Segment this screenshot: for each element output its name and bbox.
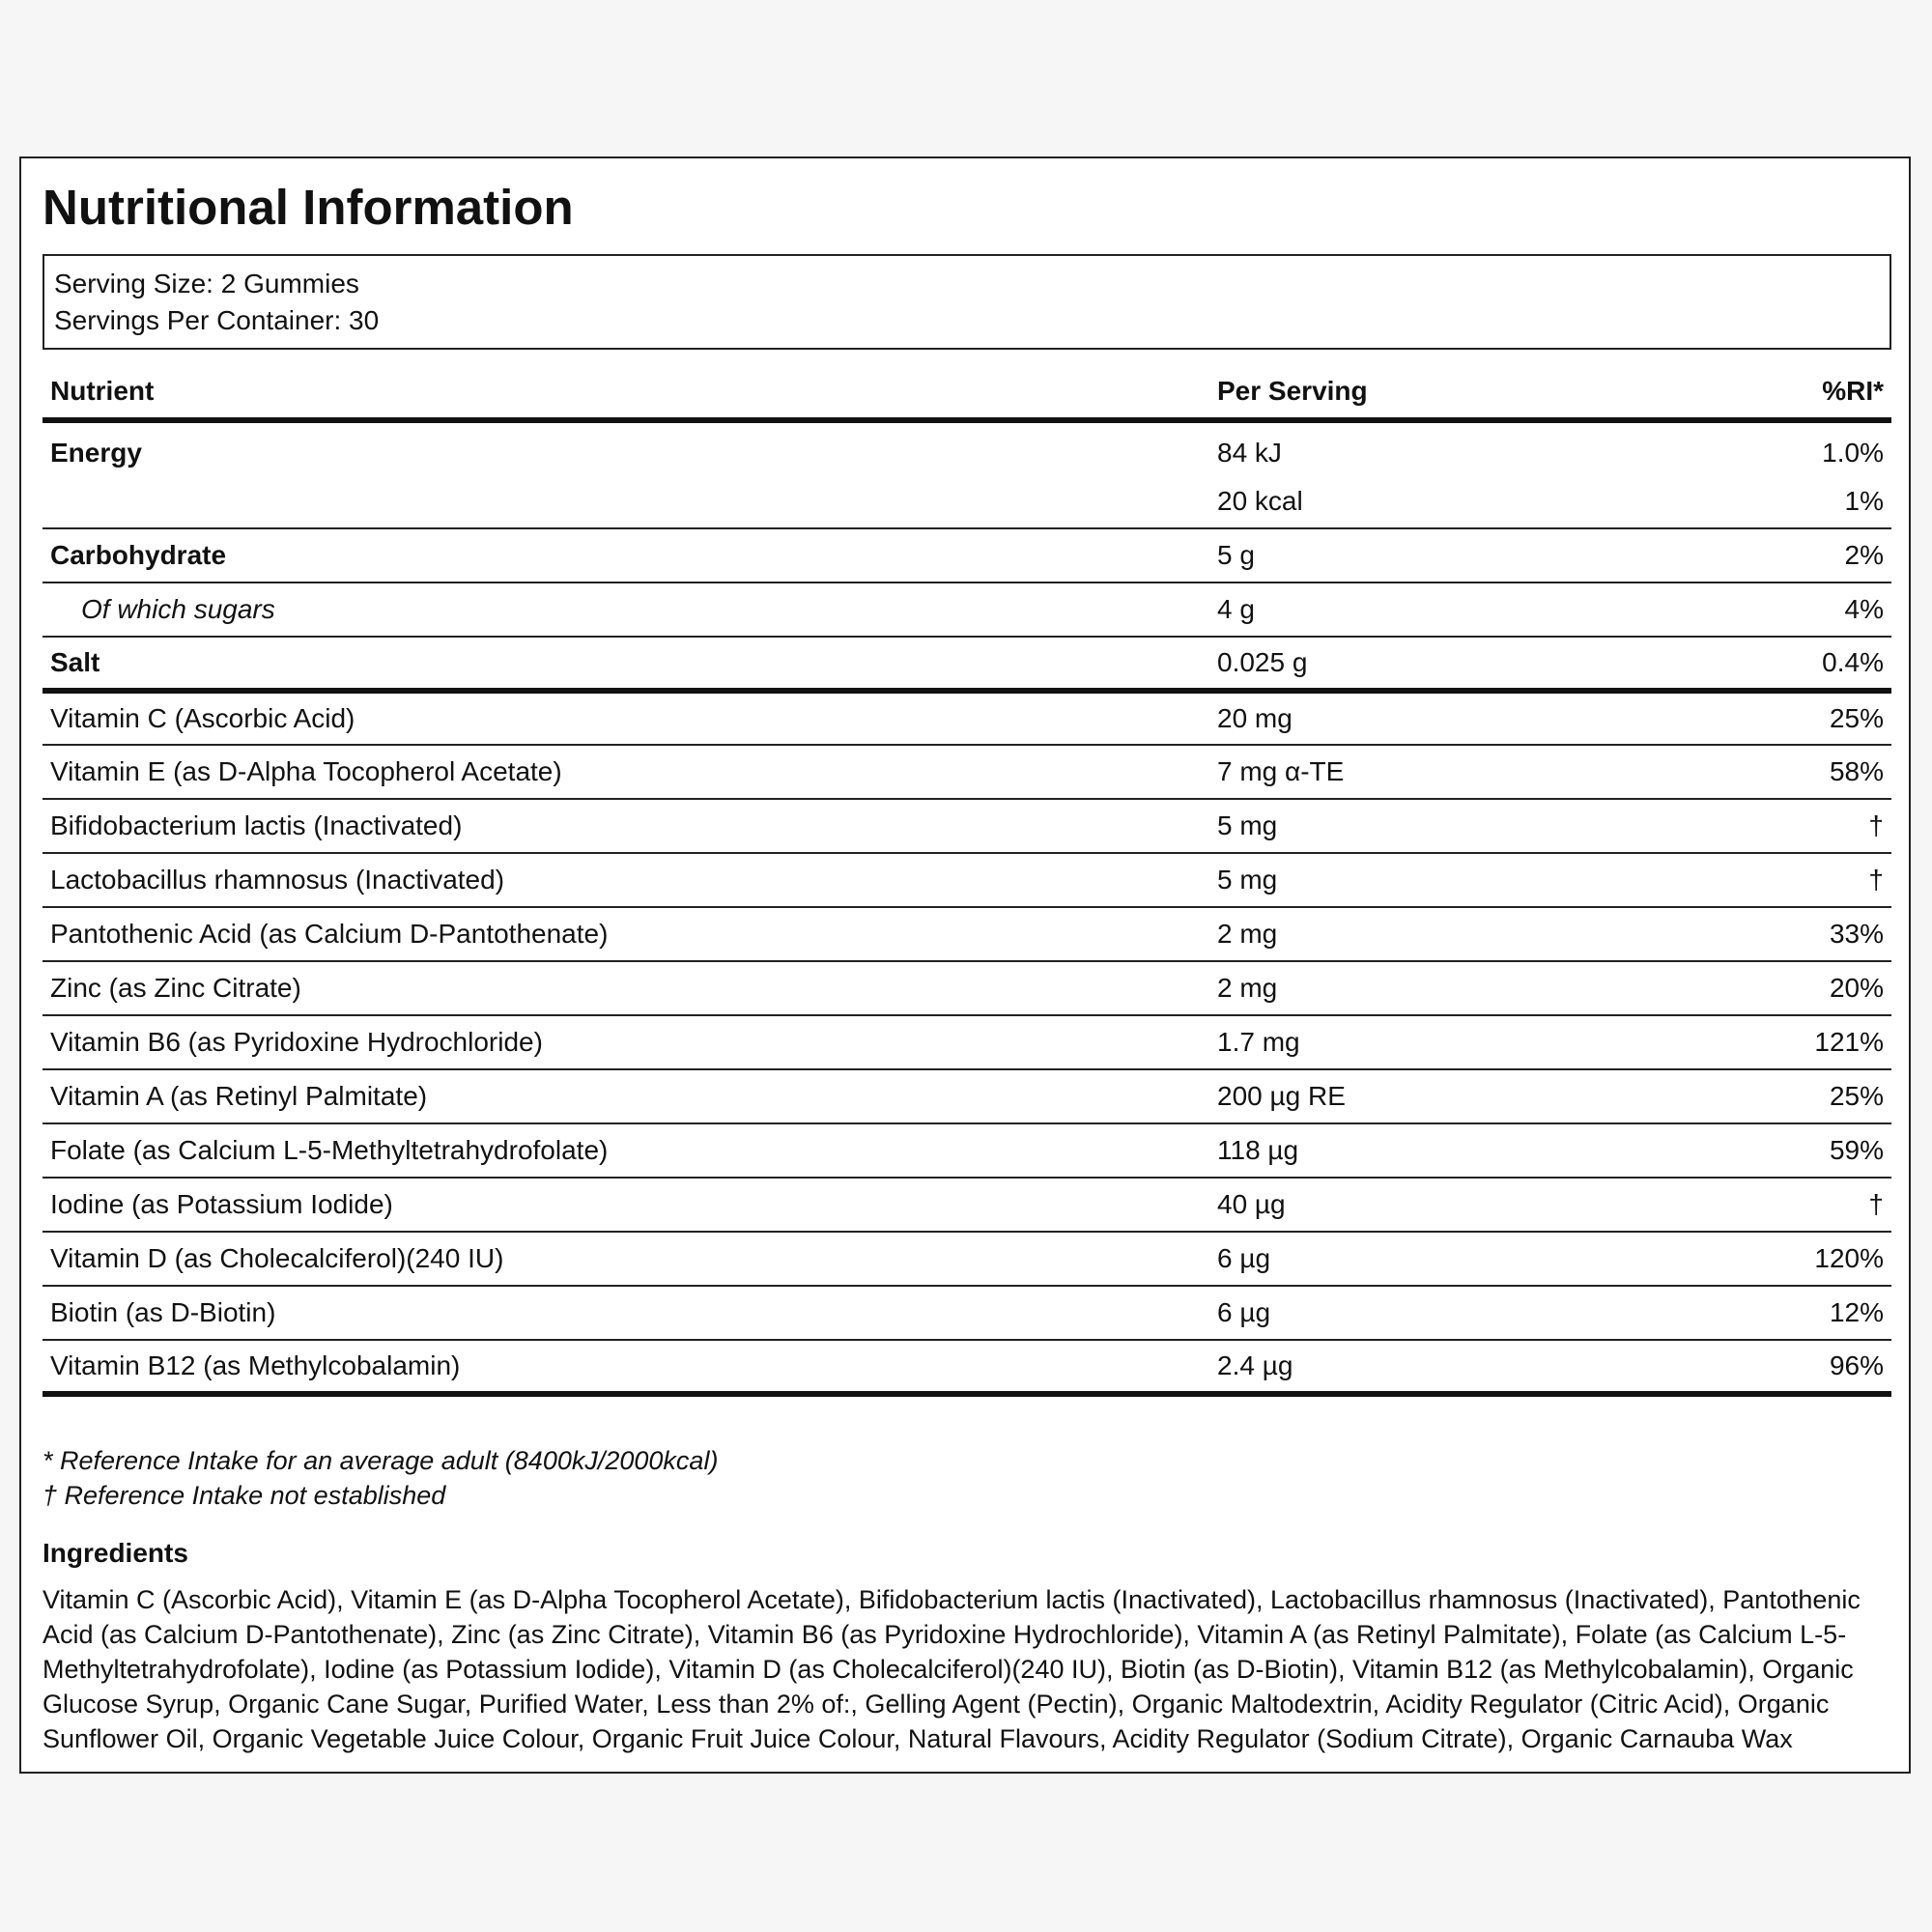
table-row xyxy=(43,853,1891,907)
table-row xyxy=(43,1069,1891,1123)
serving-info-box xyxy=(43,254,1891,350)
ri-value: 121% xyxy=(1814,1027,1884,1057)
ri-value: † xyxy=(1868,1189,1884,1219)
table-row xyxy=(43,582,1891,637)
table-row xyxy=(43,745,1891,799)
ri-value: 2% xyxy=(1844,540,1884,570)
nutrient-name: Vitamin A (as Retinyl Palmitate) xyxy=(50,1081,428,1111)
ri-value: 25% xyxy=(1829,1081,1884,1111)
nutrient-name: Of which sugars xyxy=(81,594,275,624)
nutrient-name: Bifidobacterium lactis (Inactivated) xyxy=(50,810,463,840)
ri-value: 59% xyxy=(1829,1135,1884,1165)
table-row xyxy=(43,1123,1891,1178)
per-serving-value: 1.7 mg xyxy=(1217,1027,1300,1057)
nutrient-name: Biotin (as D-Biotin) xyxy=(50,1297,276,1327)
per-serving-value: 6 µg xyxy=(1217,1243,1271,1273)
ri-value: 20% xyxy=(1829,973,1884,1003)
footnotes xyxy=(43,1443,718,1513)
ri-value: 1.0% xyxy=(1822,437,1884,468)
per-serving-value: 84 kJ xyxy=(1217,437,1282,468)
per-serving-value: 20 kcal xyxy=(1217,485,1303,516)
per-serving-value: 2 mg xyxy=(1217,973,1278,1003)
per-serving-value: 20 mg xyxy=(1217,703,1293,733)
table-row xyxy=(43,474,1891,528)
ingredients-text: Vitamin C (Ascorbic Acid), Vitamin E (as D-Alpha Tocopherol Acetate), Bifidobacterium lactis (Inactivated), Lactobacillus rhamnosus (Inactivated), Pantothenic Acid (as Calcium D-Pantothenate), Zinc (as Zinc Citrate), Vitamin B6 (as Pyridoxine Hydrochloride), Vitamin A (as Retinyl Palmitate), Folate (as Calcium L-5-Methyltetrahydrofolate), Iodine (as Potassium Iodide), Vitamin D (as Cholecalciferol)(240 IU), Biotin (as D-Biotin), Vitamin B12 (as Methylcobalamin), Organic Glucose Syrup, Organic Cane Sugar, Purified Water, Less than 2% of:, Gelling Agent (Pectin), Organic Maltodextrin, Acidity Regulator (Citric Acid), Organic Sunflower Oil, Organic Vegetable Juice Colour, Organic Fruit Juice Colour, Natural Flavours, Acidity Regulator (Sodium Citrate), Organic Carnauba Wax xyxy=(43,1585,1861,1753)
table-row xyxy=(43,528,1891,582)
header-ri: %RI* xyxy=(1822,376,1884,406)
header-per-serving: Per Serving xyxy=(1217,376,1368,406)
ri-not-established-footnote: † Reference Intake not established xyxy=(43,1481,446,1510)
nutrient-name: Iodine (as Potassium Iodide) xyxy=(50,1189,393,1219)
nutrient-name: Vitamin B6 (as Pyridoxine Hydrochloride) xyxy=(50,1027,543,1057)
per-serving-value: 5 mg xyxy=(1217,810,1278,840)
ri-value: 4% xyxy=(1844,594,1884,624)
ri-value: 0.4% xyxy=(1822,647,1884,677)
nutrient-name: Salt xyxy=(50,647,100,677)
ri-value: 1% xyxy=(1844,485,1884,516)
per-serving-value: 40 µg xyxy=(1217,1189,1286,1219)
ri-value: † xyxy=(1868,810,1884,840)
nutrient-name: Vitamin E (as D-Alpha Tocopherol Acetate) xyxy=(50,756,562,786)
ri-footnote: * Reference Intake for an average adult (8400kJ/2000kcal) xyxy=(43,1446,719,1475)
ri-value: 58% xyxy=(1829,756,1884,786)
table-row xyxy=(43,420,1891,474)
nutrient-name: Vitamin B12 (as Methylcobalamin) xyxy=(50,1350,461,1380)
page-title: Nutritional Information xyxy=(43,180,574,235)
per-serving-value: 5 g xyxy=(1217,540,1255,570)
table-row xyxy=(43,637,1891,691)
table-header-row xyxy=(43,365,1891,420)
per-serving-value: 7 mg α-TE xyxy=(1217,756,1345,786)
per-serving-value: 200 µg RE xyxy=(1217,1081,1346,1111)
ri-value: 12% xyxy=(1829,1297,1884,1327)
table-row xyxy=(43,907,1891,961)
nutrient-name: Vitamin D (as Cholecalciferol)(240 IU) xyxy=(50,1243,504,1273)
table-row xyxy=(43,1178,1891,1232)
ri-value: 96% xyxy=(1829,1350,1884,1380)
nutrient-name: Carbohydrate xyxy=(50,540,227,570)
table-row xyxy=(43,691,1891,745)
ri-value: † xyxy=(1868,865,1884,895)
per-serving-value: 118 µg xyxy=(1217,1135,1299,1165)
ingredients-heading: Ingredients xyxy=(43,1538,188,1568)
per-serving-value: 4 g xyxy=(1217,594,1255,624)
per-serving-value: 5 mg xyxy=(1217,865,1278,895)
servings-per-container: Servings Per Container: 30 xyxy=(54,305,380,335)
header-nutrient: Nutrient xyxy=(50,376,155,406)
table-row xyxy=(43,1286,1891,1340)
nutrient-name: Vitamin C (Ascorbic Acid) xyxy=(50,703,355,733)
nutrition-table xyxy=(43,365,1891,1397)
nutrient-name: Zinc (as Zinc Citrate) xyxy=(50,973,301,1003)
ri-value: 25% xyxy=(1829,703,1884,733)
per-serving-value: 0.025 g xyxy=(1217,647,1308,677)
nutrition-panel xyxy=(19,156,1911,1774)
table-row xyxy=(43,1340,1891,1394)
table-row xyxy=(43,1015,1891,1069)
ri-value: 33% xyxy=(1829,919,1884,949)
ri-value: 120% xyxy=(1814,1243,1884,1273)
nutrient-name: Pantothenic Acid (as Calcium D-Pantothenate) xyxy=(50,919,609,949)
table-row xyxy=(43,961,1891,1015)
serving-size: Serving Size: 2 Gummies xyxy=(54,269,359,298)
nutrient-name: Lactobacillus rhamnosus (Inactivated) xyxy=(50,865,505,895)
table-row xyxy=(43,1232,1891,1286)
per-serving-value: 2.4 µg xyxy=(1217,1350,1293,1380)
per-serving-value: 6 µg xyxy=(1217,1297,1271,1327)
nutrient-name xyxy=(43,474,1209,528)
nutrient-name: Folate (as Calcium L-5-Methyltetrahydrofolate) xyxy=(50,1135,609,1165)
table-row xyxy=(43,799,1891,853)
per-serving-value: 2 mg xyxy=(1217,919,1278,949)
nutrient-name: Energy xyxy=(50,437,142,468)
